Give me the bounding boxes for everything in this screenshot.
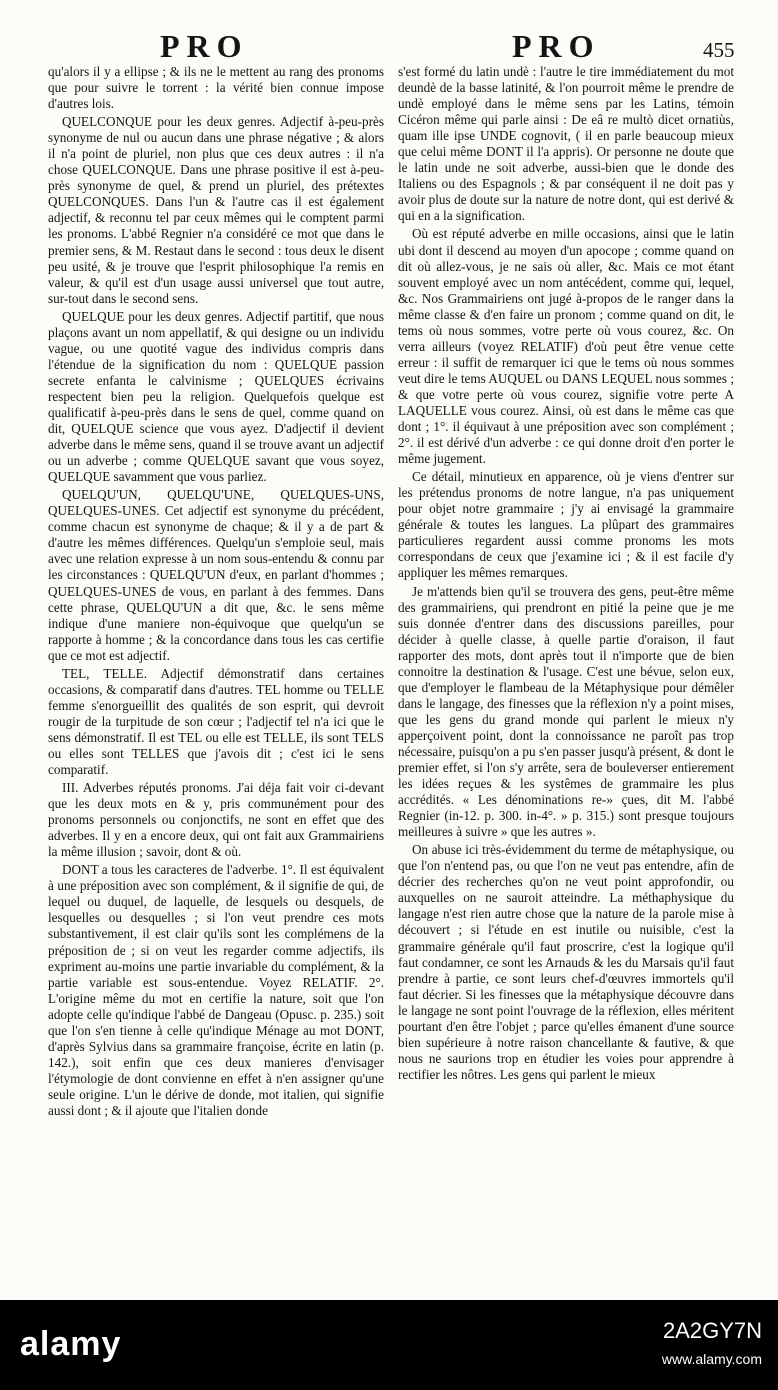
paragraph: qu'alors il y a ellipse ; & ils ne le mettent au rang des pronoms que pour suivre le torrent : la vérité bien connue impose d'autres lois. [48,64,384,112]
running-head-right: PRO [512,28,601,64]
paragraph: s'est formé du latin undè : l'autre le tire immédiatement du mot deundè de la basse latinité, & l'on pourroit même le prendre de undè employé dans le même sens par les Latins, témoin Cicéron même qui parle ainsi : De eâ re multò dicet ornatiùs, quam ille ipse UNDE cognovit, ( il en parle beaucoup mieux que celui même DONT il l'a appris). Or personne ne doute que le latin unde ne soit adverbe, aussi-bien que le donde des Italiens ou des Espagnols ; & par conséquent il ne doit pas y avoir plus de doute sur la nature de notre dont, qui est derivé & qui en a la signification. [398,64,734,224]
site-url: www.alamy.com [661,1351,762,1367]
paragraph: Où est réputé adverbe en mille occasions, ainsi que le latin ubi dont il descend au moyen d'un apocope ; comme quand on dit où allez-vous, je ne sais où aller, &c. Mais ce mot étant souvent employé avec un nom antécédent, comme qui, lequel, &c. Nos Grammairiens ont jugé à-propos de le ranger dans la même classe & d'en faire un pronom ; comme quand on dit, le tems où nous sommes, votre perte où vous courez, &c. On verra ailleurs (voyez RELATIF) d'où peut être venue cette erreur : il suffit de remarquer ici que le tems où nous sommes veut dire le tems AUQUEL ou DANS LEQUEL nous sommes ; & que votre perte où vous courez, signifie votre perte A LAQUELLE vous courez. Ainsi, où est dans le même cas que dont ; 1°. il équivaut à une préposition avec son complément ; 2°. il est dérivé d'un adverbe : ce qui donne droit d'en porter le même jugement. [398,226,734,467]
text-column-left [48,64,384,1119]
text-column-right [398,64,734,1083]
paragraph: III. Adverbes réputés pronoms. J'ai déja fait voir ci-devant que les deux mots en & y, pris communément pour des pronoms personnels ou conjonctifs, ne sont en effet que des adverbes. Il y en a encore deux, qui ont fait aux Grammairiens la même illusion ; savoir, dont & où. [48,780,384,860]
paragraph: DONT a tous les caracteres de l'adverbe. 1°. Il est équivalent à une préposition avec son complément, & il signifie de qui, de lequel ou duquel, de laquelle, de lesquels ou desquels, de lesquelles ou desquelles ; si l'on veut prendre ces mots substantivement, il est clair qu'ils sont les complémens de la préposition de ; si on veut les regarder comme adjectifs, ils expriment au-moins une partie invariable du complément, & la partie variable est sous-entendue. Voyez RELATIF. 2°. L'origine même du mot en certifie la nature, soit que l'on adopte celle qu'indique l'abbé de Dangeau (Opusc. p. 235.) soit que l'on s'en tienne à celle qu'indique Ménage au mot DONT, d'après Sylvius dans sa grammaire françoise, écrite en latin (p. 142.), soit enfin que ces deux manieres d'envisager l'étymologie de dont convienne en effet à n'en assigner qu'une seule origine. L'un le dérive de donde, mot italien, qui signifie aussi dont ; & il ajoute que l'italien donde [48,862,384,1118]
paragraph: TEL, TELLE. Adjectif démonstratif dans certaines occasions, & comparatif dans d'autres. TEL homme ou TELLE femme s'enorgueillit des qualités de son esprit, qui devroit rougir de la turpitude de son cœur ; l'adjectif tel n'a ici que le sens démonstratif. Il est TEL ou elle est TELLE, ils sont TELS ou elles sont TELLES que j'avois dit ; c'est ici le sens comparatif. [48,665,384,778]
paragraph: QUELQU'UN, QUELQU'UNE, QUELQUES-UNS, QUELQUES-UNES. Cet adjectif est synonyme du précédent, comme chacun est synonyme de chaque; & il y a de part & d'autre les mêmes différences. Quelqu'un s'emploie seul, mais avec une relation expresse à un nom sous-entendu & connu par les circonstances : QUELQU'UN d'eux, en parlant d'hommes ; QUELQUES-UNES de vous, en parlant à des femmes. Dans cette phrase, QUELQU'UN a dit que, &c. le sens même indique d'une maniere non-équivoque que quelqu'un se rapporte à homme ; & la concordance dans tous les cas certifie que ce mot est adjectif. [48,487,384,663]
page-number: 455 [703,38,735,62]
alamy-logo: alamy [20,1325,122,1363]
paragraph: On abuse ici très-évidemment du terme de métaphysique, ou que l'on n'entend pas, ou que l'on ne veut pas entendre, afin de décrier des recherches qu'on ne veut point approfondir, ou auxquelles on ne sauroit atteindre. La méthaphysique du langage n'est rien autre chose que la nature de la parole mise à découvert ; si l'étude en est inutile ou nuisible, c'est la grammaire générale qu'il faut proscrire, c'est la logique qu'il faut condamner, ce sont les Arnauds & les du Marsais qu'il faut prendre à partie, ce sont leurs chef-d'œuvres immortels qu'il faut décrier. Si les finesses que la métaphysique découvre dans le langage ne sont point l'ouvrage de la réflexion, elles méritent pourtant d'en être l'objet ; parce qu'elles émanent d'une source bien supérieure à notre raison chancellante & fautive, & que nous ne saurions trop en étudier les voies pour apprendre à rectifier les nôtres. Les gens qui parlent le mieux [398,842,734,1082]
image-id: 2A2GY7N [662,1318,762,1343]
paragraph: QUELQUE pour les deux genres. Adjectif partitif, que nous plaçons avant un nom appellatif, & qui designe ou un individu vague, ou une quotité vague des individus compris dans l'étendue de la signification du nom : QUELQUE passion secrete enfanta le calvinisme ; QUELQUES écrivains respectent bien peu la religion. Quelquefois quelque est qualificatif à-peu-près dans le sens de quel, comme quand on dit, QUELQUE science que vous ayez. D'adjectif il devient adverbe dans le même sens, quand il se trouve avant un adjectif ou un adverbe ; comme QUELQUE savant que vous soyez, QUELQUE savamment que vous parliez. [48,308,384,485]
paragraph: QUELCONQUE pour les deux genres. Adjectif à-peu-près synonyme de nul ou aucun dans une phrase négative ; & alors il n'a point de pluriel, non plus que ces deux autres : il n'a chose QUELCONQUE. Dans une phrase positive il est à-peu-près synonyme de quel, & prend un pluriel, des prétextes QUELCONQUES. Dans l'un & l'autre cas il est également adjectif, & reconnu tel par ceux mêmes qui le comptent parmi les pronoms. L'abbé Regnier n'a considéré ce mot que dans le premier sens, & M. Restaut dans le second : tous deux le disent peu usité, & je trouve que l'esprit philosophique l'a remis en valeur, & qu'il est d'un usage aussi universel que tout autre, sur-tout dans le second sens. [48,114,384,306]
running-head-left: PRO [160,28,249,64]
watermark-banner [0,1300,778,1390]
paragraph: Ce détail, minutieux en apparence, où je viens d'entrer sur les prétendus pronoms de notre langue, n'a pas uniquement pour objet notre grammaire ; j'y ai envisagé la grammaire générale & toutes les langues. La plûpart des grammaires particulieres regardent aussi comme pronoms les mots correspondans de ceux que j'examine ici ; & il est facile d'y appliquer les mêmes remarques. [398,469,734,581]
paragraph: Je m'attends bien qu'il se trouvera des gens, peut-être même des grammairiens, qui prendront en pitié la peine que je me suis donnée d'entrer dans des discussions pareilles, pour décider à quelle classe, à quelle partie d'oraison, il faut rapporter des mots, dont après tout il n'importe que de bien connoitre la destination & l'usage. C'est une bévue, selon eux, que d'employer le flambeau de la Métaphysique pour démêler dans le langage, des finesses que la réflexion n'y a point mises, que les gens du grand monde qui parlent le mieux n'y apperçoivent point, dont la connoissance ne paroît pas trop nécessaire, puisqu'on a pu s'en passer jusqu'à présent, & dont le premier effet, si l'on s'y arrête, sera de bouleverser entierement les idées reçues & les systêmes de grammaire les plus accrédités. « Les dénominations re-» çues, dit M. l'abbé Regnier (in-12. p. 300. in-4°. » p. 315.) sont presque toujours meilleures à suivre » que les autres ». [398,583,734,840]
